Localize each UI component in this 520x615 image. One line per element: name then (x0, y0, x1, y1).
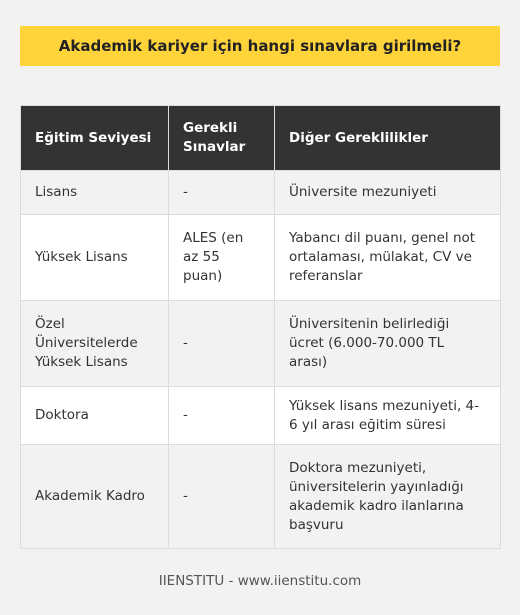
table-cell: ALES (en az 55 puan) (169, 215, 275, 301)
table-cell: - (169, 171, 275, 215)
table-cell: Üniversitenin belirlediği ücret (6.000-70.000 TL arası) (275, 301, 501, 387)
column-header-other-requirements: Diğer Gereklilikler (275, 106, 501, 171)
table-row (21, 215, 501, 301)
table-cell: Üniversite mezuniyeti (275, 171, 501, 215)
table-row (21, 171, 501, 215)
table-row (21, 387, 501, 445)
table-cell: - (169, 445, 275, 549)
page-title: Akademik kariyer için hangi sınavlara girilmeli? (20, 26, 500, 66)
table-cell: Akademik Kadro (21, 445, 169, 549)
table-header-row (21, 106, 501, 171)
column-header-required-exams: Gerekli Sınavlar (169, 106, 275, 171)
footer-credit: IIENSTITU - www.iienstitu.com (158, 573, 362, 589)
table-cell: Lisans (21, 171, 169, 215)
table-cell: Doktora (21, 387, 169, 445)
table-cell: Özel Üniversitelerde Yüksek Lisans (21, 301, 169, 387)
table-cell: - (169, 301, 275, 387)
requirements-table (20, 105, 501, 549)
table-cell: Doktora mezuniyeti, üniversitelerin yayınladığı akademik kadro ilanlarına başvuru (275, 445, 501, 549)
table-cell: - (169, 387, 275, 445)
table-cell: Yabancı dil puanı, genel not ortalaması, mülakat, CV ve referanslar (275, 215, 501, 301)
table-cell: Yüksek lisans mezuniyeti, 4-6 yıl arası eğitim süresi (275, 387, 501, 445)
table-row (21, 301, 501, 387)
table-cell: Yüksek Lisans (21, 215, 169, 301)
column-header-education-level: Eğitim Seviyesi (21, 106, 169, 171)
table-row (21, 445, 501, 549)
